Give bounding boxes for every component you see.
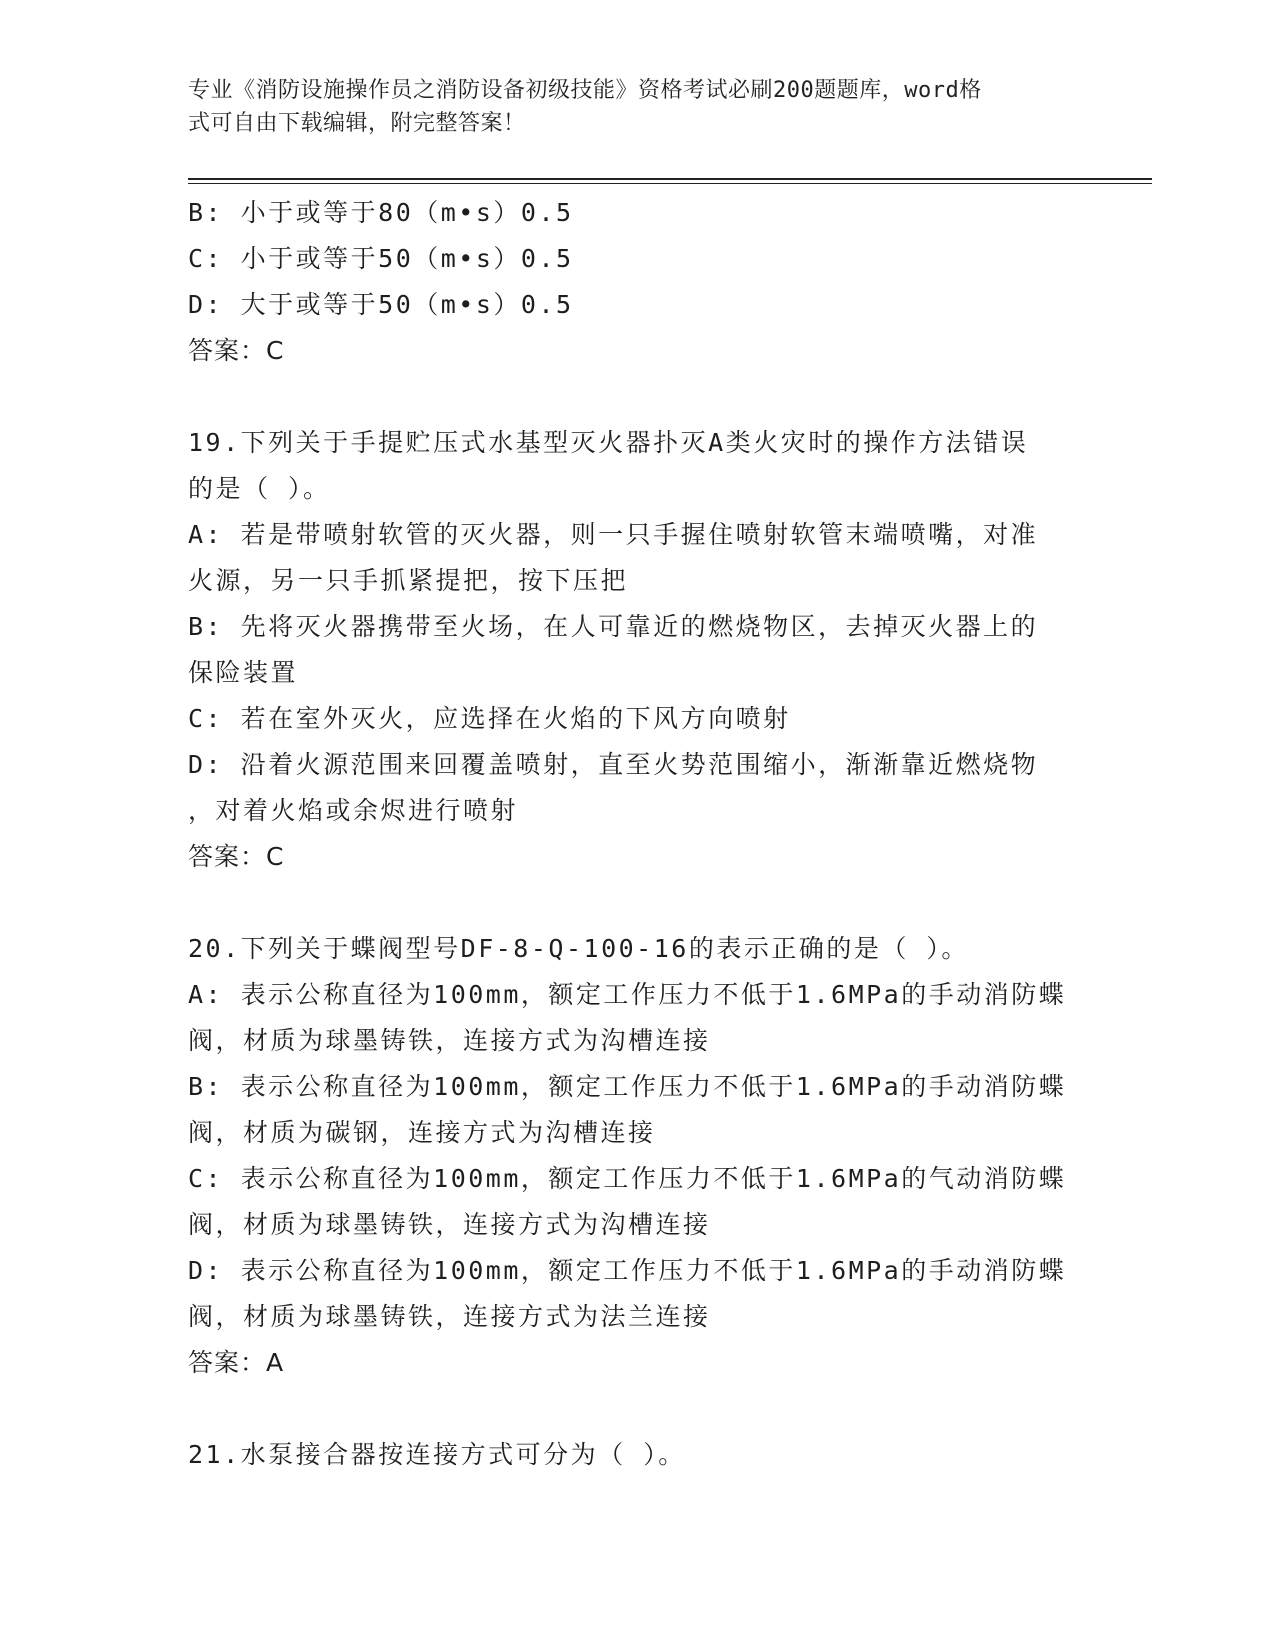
question-stem-line: 19.下列关于手提贮压式水基型灭火器扑灭A类火灾时的操作方法错误	[188, 428, 1029, 457]
header-divider-thick	[188, 178, 1152, 180]
answer-line: 答案：C	[188, 842, 285, 871]
question-20	[188, 926, 1088, 1386]
header-line-1: 专业《消防设施操作员之消防设备初级技能》资格考试必刷200题题库，word格	[188, 78, 982, 103]
page-header	[188, 74, 1088, 140]
option-line: A: 若是带喷射软管的灭火器，则一只手握住喷射软管末端喷嘴，对准	[188, 520, 1039, 549]
option-line: 阀，材质为碳钢，连接方式为沟槽连接	[188, 1118, 656, 1147]
question-21	[188, 1432, 1088, 1478]
spacer	[188, 880, 1088, 926]
option-line: A: 表示公称直径为100mm，额定工作压力不低于1.6MPa的手动消防蝶	[188, 980, 1067, 1009]
option-line: C: 小于或等于50（m•s）0.5	[188, 244, 574, 273]
option-line: B: 先将灭火器携带至火场，在人可靠近的燃烧物区，去掉灭火器上的	[188, 612, 1039, 641]
question-stem-line: 的是（ ）。	[188, 474, 331, 503]
option-line: D: 大于或等于50（m•s）0.5	[188, 290, 574, 319]
option-line: D: 沿着火源范围来回覆盖喷射，直至火势范围缩小，渐渐靠近燃烧物	[188, 750, 1039, 779]
spacer	[188, 374, 1088, 420]
option-line: B: 小于或等于80（m•s）0.5	[188, 198, 574, 227]
option-line: ，对着火焰或余烬进行喷射	[188, 796, 519, 825]
header-divider-thin	[188, 183, 1152, 184]
question-18-continuation	[188, 190, 1088, 374]
option-line: C: 若在室外灭火，应选择在火焰的下风方向喷射	[188, 704, 791, 733]
option-line: 阀，材质为球墨铸铁，连接方式为沟槽连接	[188, 1026, 711, 1055]
option-line: 保险装置	[188, 658, 299, 687]
spacer	[188, 1386, 1088, 1432]
option-line: 火源，另一只手抓紧提把，按下压把	[188, 566, 629, 595]
question-stem-line: 21.水泵接合器按连接方式可分为（ ）。	[188, 1440, 686, 1469]
document-body	[188, 190, 1088, 1478]
question-19	[188, 420, 1088, 880]
option-line: C: 表示公称直径为100mm，额定工作压力不低于1.6MPa的气动消防蝶	[188, 1164, 1067, 1193]
option-line: B: 表示公称直径为100mm，额定工作压力不低于1.6MPa的手动消防蝶	[188, 1072, 1067, 1101]
header-line-2: 式可自由下载编辑，附完整答案！	[188, 111, 526, 136]
option-line: 阀，材质为球墨铸铁，连接方式为沟槽连接	[188, 1210, 711, 1239]
option-line: D: 表示公称直径为100mm，额定工作压力不低于1.6MPa的手动消防蝶	[188, 1256, 1067, 1285]
question-stem-line: 20.下列关于蝶阀型号DF-8-Q-100-16的表示正确的是（ ）。	[188, 934, 969, 963]
option-line: 阀，材质为球墨铸铁，连接方式为法兰连接	[188, 1302, 711, 1331]
answer-line: 答案：A	[188, 1348, 285, 1377]
answer-line: 答案：C	[188, 336, 285, 365]
